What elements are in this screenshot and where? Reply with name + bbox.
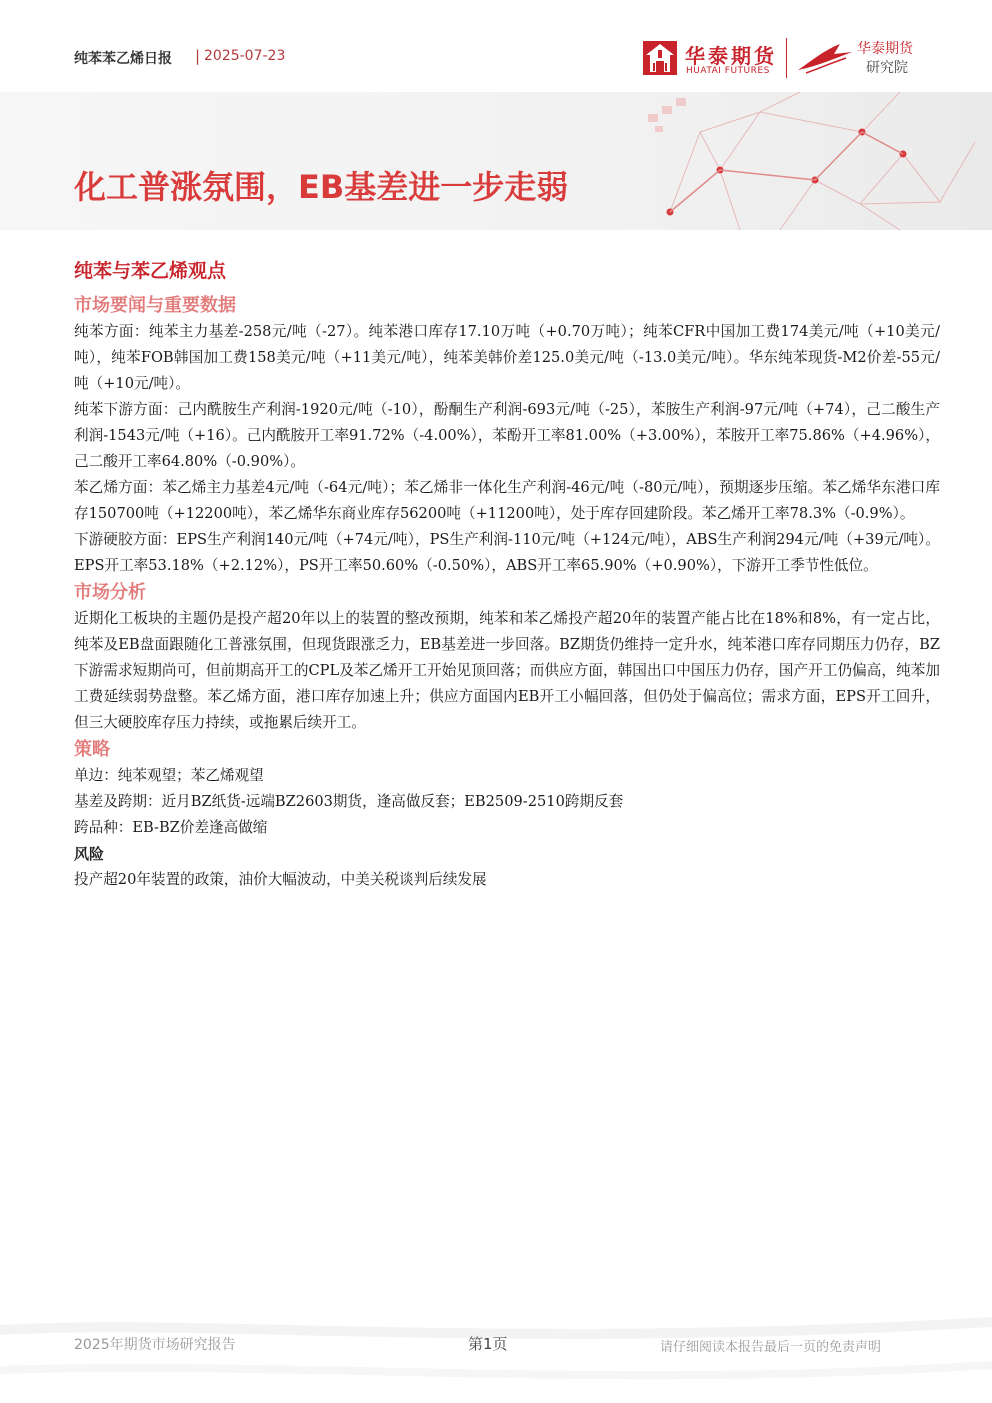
footer-report-series: 2025年期货市场研究报告 [74, 1337, 236, 1353]
huatai-logo-icon [643, 41, 677, 75]
page-title: 化工普涨氛围，EB基差进一步走弱 [74, 168, 569, 206]
logo-name-en: HUATAI FUTURES [686, 66, 770, 76]
header-separator: | [195, 47, 201, 65]
news-paragraph-benzene: 纯苯方面：纯苯主力基差-258元/吨（-27）。纯苯港口库存17.10万吨（+0.70万吨）；纯苯CFR中国加工费174美元/吨（+10美元/吨），纯苯FOB韩国加工费158美元/吨（+11美元/吨），纯苯美韩价差125.0美元/吨（-13.0美元/吨）。华东纯苯现货-M2价差-55元/吨（+10元/吨）。 [74, 323, 940, 392]
footer-wave-graphic [0, 1310, 992, 1403]
strategy-cross-product: 跨品种：EB-BZ价差逢高做缩 [74, 819, 268, 836]
report-name: 纯苯苯乙烯日报 [74, 51, 172, 67]
page-header [0, 0, 992, 230]
news-heading: 市场要闻与重要数据 [74, 295, 236, 316]
analysis-paragraph: 近期化工板块的主题仍是投产超20年以上的装置的整改预期，纯苯和苯乙烯投产超20年的装置产能占比在18%和8%，有一定占比，纯苯及EB盘面跟随化工普涨氛围，但现货跟涨乏力，EB基差进一步回落。BZ期货仍维持一定升水，纯苯港口库存同期压力仍存，BZ下游需求短期尚可，但前期高开工的CPL及苯乙烯开工开始见顶回落；而供应方面，韩国出口中国压力仍存，国产开工仍偏高，纯苯加工费延续弱势盘整。苯乙烯方面，港口库存加速上升；供应方面国内EB开工小幅回落，但仍处于偏高位；需求方面，EPS开工回升，但三大硬胶库存压力持续，或拖累后续开工。 [74, 610, 940, 731]
risk-text: 投产超20年装置的政策，油价大幅波动，中美关税谈判后续发展 [74, 871, 487, 888]
news-paragraph-hard-plastics: 下游硬胶方面：EPS生产利润140元/吨（+74元/吨），PS生产利润-110元/吨（+124元/吨），ABS生产利润294元/吨（+39元/吨）。EPS开工率53.18%（+2.12%），PS开工率50.60%（-0.50%），ABS开工率65.90%（+0.90%），下游开工季节性低位。 [74, 531, 940, 574]
strategy-basis-spread: 基差及跨期：近月BZ纸货-远端BZ2603期货，逢高做反套；EB2509-2510跨期反套 [74, 793, 624, 810]
report-date: 2025-07-23 [204, 48, 286, 64]
footer-disclaimer-note: 请仔细阅读本报告最后一页的免责声明 [660, 1340, 882, 1355]
logo-name-cn: 华泰期货 [685, 44, 777, 68]
institute-name-top: 华泰期货 [857, 41, 913, 57]
report-body [74, 256, 940, 893]
risk-heading: 风险 [74, 845, 105, 863]
news-paragraph-benzene-downstream: 纯苯下游方面：己内酰胺生产利润-1920元/吨（-10），酚酮生产利润-693元/吨（-25），苯胺生产利润-97元/吨（+74），己二酸生产利润-1543元/吨（+16）。己内酰胺开工率91.72%（-4.00%），苯酚开工率81.00%（+3.00%），苯胺开工率75.86%（+4.96%），己二酸开工率64.80%（-0.90%）。 [74, 401, 940, 470]
section-title: 纯苯与苯乙烯观点 [74, 260, 227, 282]
institute-name-bottom: 研究院 [866, 60, 908, 76]
institute-logo-icon [796, 40, 854, 76]
page-footer [0, 1310, 992, 1403]
news-paragraph-styrene: 苯乙烯方面：苯乙烯主力基差4元/吨（-64元/吨）；苯乙烯非一体化生产利润-46元/吨（-80元/吨），预期逐步压缩。苯乙烯华东港口库存150700吨（+12200吨），苯乙烯华东商业库存56200吨（+11200吨），处于库存回建阶段。苯乙烯开工率78.3%（-0.9%）。 [74, 479, 940, 522]
page-number: 第1页 [468, 1335, 508, 1353]
analysis-heading: 市场分析 [74, 582, 146, 603]
strategy-heading: 策略 [74, 739, 110, 760]
strategy-single-side: 单边：纯苯观望；苯乙烯观望 [74, 767, 264, 784]
logo-divider [786, 38, 787, 78]
title-banner-graphic [0, 92, 992, 230]
